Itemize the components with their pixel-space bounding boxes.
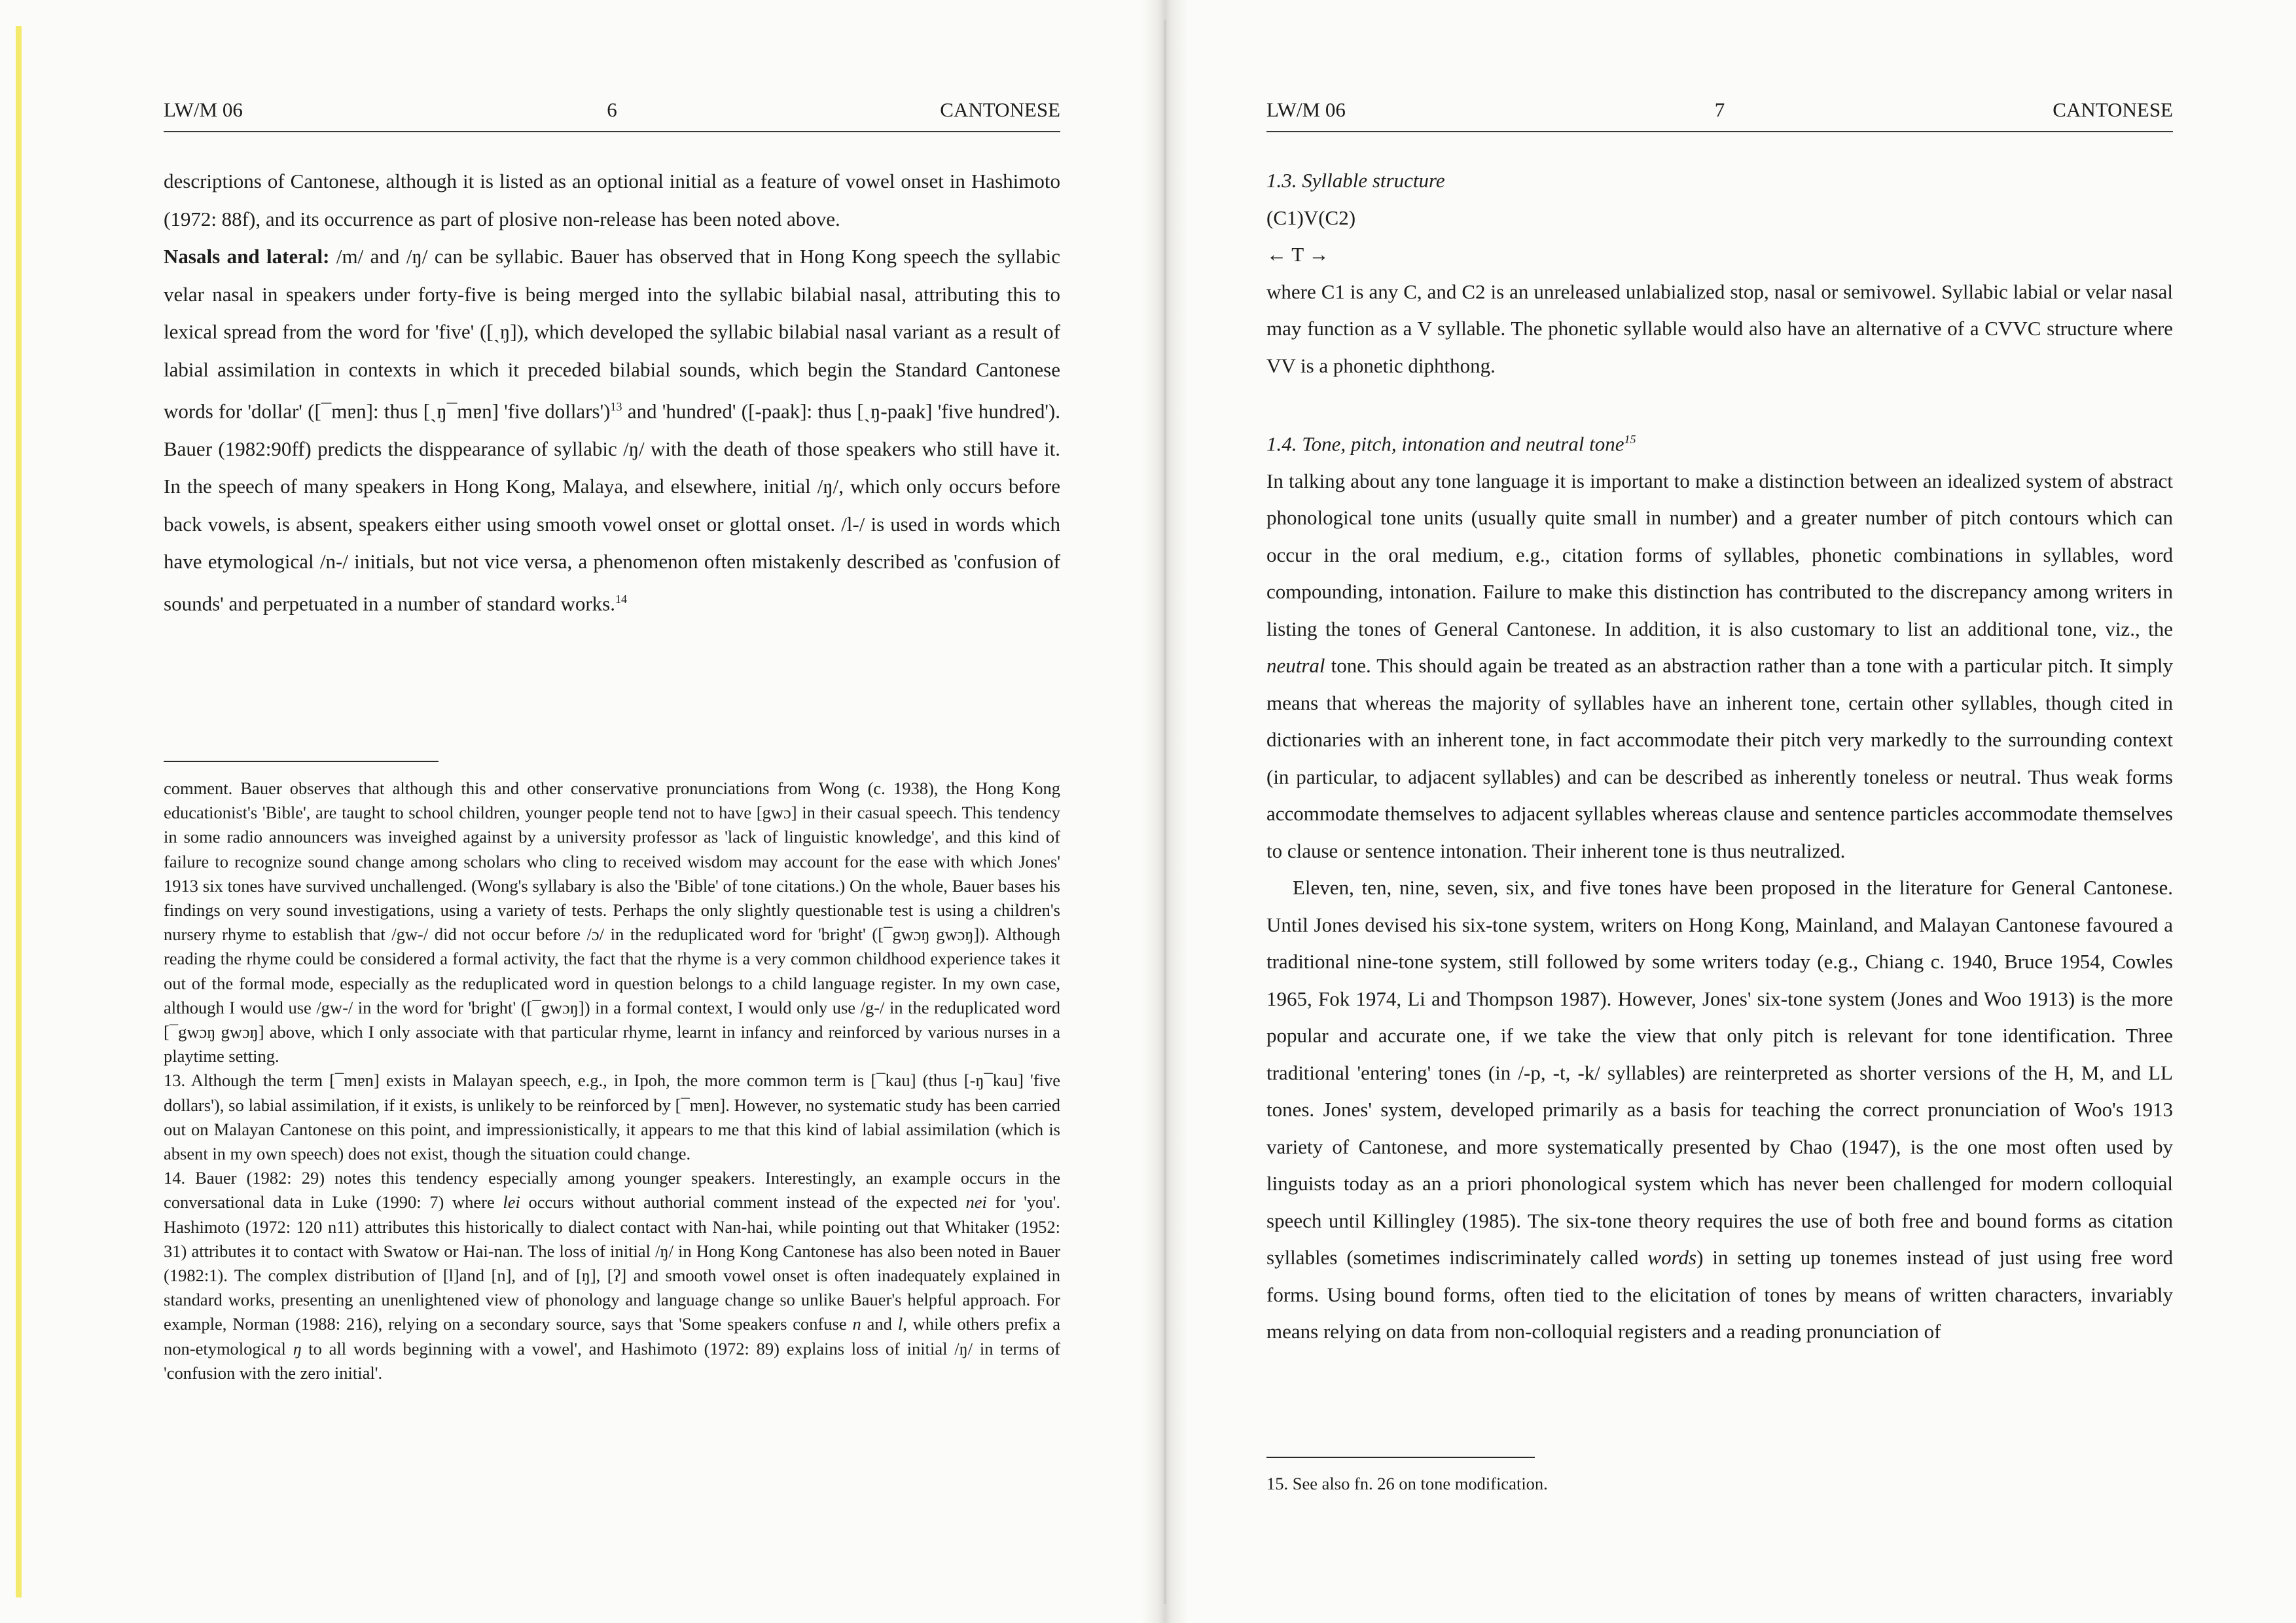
right-page [1188,0,2296,1623]
footnote-ref-13[interactable]: 13 [610,400,622,413]
section-heading-tone: 1.4. Tone, pitch, intonation and neutral tone$^{15}$ [1266,432,1636,456]
paragraph-tone-1: In talking about any tone language it is important to make a distinction between an idealized system of abstract phonological tone units (usually quite small in number) and a greater number of pitch contours which can occur in the oral medium, e.g., citation forms of syllables, phonetic combinations in syllables, word compounding, intonation. Failure to make this distinction has contributed to the discrepancy among writers in listing the tones of General Cantonese. In addition, it is also customary to list an additional tone, viz., the neutral tone. This should again be treated as an abstraction rather than a tone with a particular pitch. It simply means that whereas the majority of syllables have an inherent tone, certain other syllables, though cited in dictionaries with an inherent tone, in fact accommodate their pitch very markedly to the surrounding context (in particular, to adjacent syllables) and can be described as inherently toneless or neutral. Thus weak forms accommodate themselves to adjacent syllables whereas clause and sentence particles accommodate themselves to clause or sentence intonation. Their inherent tone is thus neutralized. [1266,469,2173,862]
header-series: LW/M 06 [1266,98,1346,121]
header-series: LW/M 06 [164,98,243,121]
left-page [0,0,1142,1623]
footnote-rule-left [164,761,439,762]
header-title: CANTONESE [2053,98,2173,121]
running-header-left-page [164,98,1060,132]
paragraph-text-cont: and 'hundred' ([-paak]: thus [ˏŋ-paak] 'five hundred'). Bauer (1982:90ff) predicts the disppearance of syllabic /ŋ/ with the death of those speakers who still have it. In the speech of many speakers in Hong Kong, Malaya, and elsewhere, initial /ŋ/, which only occurs before back vowels, is absent, speakers either using smooth vowel onset or glottal onset. /l-/ is used in words which have etymological /n-/ initials, but not vice versa, a phenomenon often mistakenly described as 'confusion of sounds' and perpetuated in a number of standard works. [164,399,1060,615]
main-text-left [164,162,1060,623]
page-number: 7 [1714,98,1725,121]
section-heading-nasals: Nasals and lateral: [164,245,330,268]
page-edge-highlight [16,26,22,1597]
main-text-right [1266,162,2173,1351]
paragraph-tone-2: Eleven, ten, nine, seven, six, and five tones have been proposed in the literature for General Cantonese. Until Jones devised his six-tone system, writers on Hong Kong, Mainland, and Malayan Cantonese favoured a traditional nine-tone system, still followed by some writers today (e.g., Chiang c. 1940, Bruce 1954, Cowles 1965, Fok 1974, Li and Thompson 1987). However, Jones' six-tone system (Jones and Woo 1913) is the more popular and accurate one, if we take the view that only pitch is relevant for tone identification. Three traditional 'entering' tones (in /-p, -t, -k/ syllables) are reinterpreted as shorter versions of the H, M, and LL tones. Jones' system, developed primarily as a basis for teaching the correct pronunciation of Woo's 1913 variety of Cantonese, and more systematically presented by Chao (1947), is the one most often used by linguists today as an a priori phonological system which has never been challenged for modern colloquial speech until Killingley (1985). The six-tone theory requires the use of both free and bound forms as citation syllables (sometimes indiscriminately called words) in setting up tonemes instead of just using free word forms. Using bound forms, often tied to the elicitation of tones by means of written characters, invariably means relying on data from non-colloquial registers and a reading pronunciation of [1266,876,2173,1343]
binding-line [1164,20,1166,1604]
footnotes-right [1266,1472,2173,1496]
footnotes-left [164,776,1060,1385]
footnote-15: 15. See also fn. 26 on tone modification. [1266,1474,1548,1493]
footnote-continuation: comment. Bauer observes that although this and other conservative pronunciations from Wong (c. 1938), the Hong Kong educationist's 'Bible', are taught to school children, younger people tend not to have [gwɔ] in their casual speech. This tendency in some radio announcers was inveighed against by a university professor as 'lack of linguistic knowledge', and this kind of failure to recognize sound change among scholars who cling to received wisdom may account for the ease with which Jones' 1913 six tones have survived unchallenged. (Wong's syllabary is also the 'Bible' of tone citations.) On the whole, Bauer bases his findings on very sound investigations, using a variety of tests. Perhaps the only slightly questionable test is using a children's nursery rhyme to establish that /gw-/ did not occur before /ɔ/ in the reduplicated word for 'bright' ([¯gwɔŋ gwɔŋ]). Although reading the rhyme could be considered a formal activity, the fact that the rhyme is a very common childhood experience takes it out of the formal mode, especially as the reduplicated word in question belongs to a child language register. In my own case, although I would use /gw-/ in the word for 'bright' ([¯gwɔŋ]) in a formal context, I would only use /g-/ in the reduplicated word [¯gwɔŋ gwɔŋ] above, which I only associate with that particular rhyme, learnt in infancy and reinforced by various nurses in a playtime setting. [164,778,1060,1067]
paragraph-vowel-onset: descriptions of Cantonese, although it is listed as an optional initial as a feature of vowel onset in Hashimoto (1972: 88f), and its occurrence as part of plosive non-release has been noted above. [164,170,1060,230]
section-heading-syllable-structure: 1.3. Syllable structure [1266,169,1445,192]
paragraph-syllable-structure: where C1 is any C, and C2 is an unreleased unlabialized stop, nasal or semivowel. Syllabic labial or velar nasal may function as a V syllable. The phonetic syllable would also have an alternative of a CVVC structure where VV is a phonetic diphthong. [1266,280,2173,377]
running-header-right-page [1266,98,2173,132]
footnote-ref-14[interactable]: 14 [615,592,627,606]
paragraph-text: /m/ and /ŋ/ can be syllabic. Bauer has observed that in Hong Kong speech the syllabic velar nasal in speakers under forty-five is being merged into the syllabic bilabial nasal, attributing this to lexical spread from the word for 'five' ([ˏŋ]), which developed the syllabic bilabial nasal variant as a result of labial assimilation in contexts in which it preceded bilabial sounds, which begin the Standard Cantonese words for 'dollar' ([¯mɐn]: thus [ˏŋ¯mɐn] 'five dollars') [164,245,1060,423]
header-title: CANTONESE [940,98,1060,121]
footnote-ref-15[interactable]: 15 [1624,433,1636,446]
tone-span-arrows: ← T → [1266,243,1329,266]
footnote-13: 13. Although the term [¯mɐn] exists in Malayan speech, e.g., in Ipoh, the more common term is [¯kau] (thus [-ŋ¯kau] 'five dollars'), so labial assimilation, if it exists, is unlikely to be reinforced by [¯mɐn]. However, no systematic study has been carried out on Malayan Cantonese on this point, and impressionistically, it appears to me that this kind of labial assimilation (which is absent in my own speech) does not exist, though the situation could change. [164,1070,1060,1164]
footnote-14: 14. Bauer (1982: 29) notes this tendency especially among younger speakers. Interestingly, an example occurs in the conversational data in Luke (1990: 7) where lei occurs without authorial comment instead of the expected nei for 'you'. Hashimoto (1972: 120 n11) attributes this historically to dialect contact with Nan-hai, while pointing out that Whitaker (1952: 31) attributes it to contact with Swatow or Hai-nan. The loss of initial /ŋ/ in Hong Kong Cantonese has also been noted in Bauer (1982:1). The complex distribution of [l]and [n], and of [ŋ], [ʔ] and smooth vowel onset is often inadequately explained in standard works, presenting an unenlightened view of phonology and language change so unlike Bauer's helpful approach. For example, Norman (1988: 216), relying on a secondary source, says that 'Some speakers confuse n and l, while others prefix a non-etymological ŋ to all words beginning with a vowel', and Hashimoto (1972: 89) explains loss of initial /ŋ/ in terms of 'confusion with the zero initial'. [164,1168,1060,1383]
footnote-rule-right [1266,1457,1535,1458]
paragraph-nasals-lateral [164,238,1060,623]
page-number: 6 [607,98,617,121]
syllable-formula: (C1)V(C2) [1266,206,1356,229]
